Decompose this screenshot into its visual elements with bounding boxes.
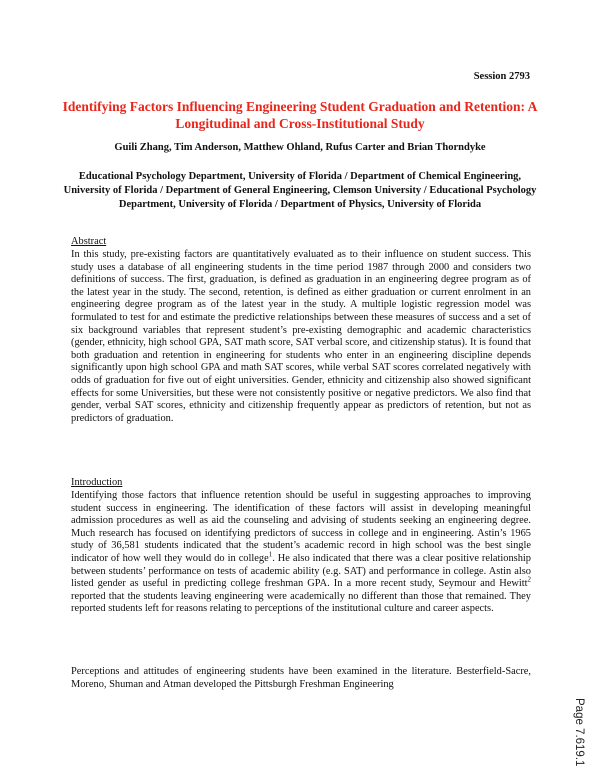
intro-text-part-3: reported that the students leaving engineering were academically no different than those that remained. They reported students left for reasons relating to perceptions of the institutional culture and career aspects.	[71, 590, 531, 615]
introduction-heading: Introduction	[71, 477, 123, 488]
reference-1: 1	[268, 550, 273, 559]
page-number: Page 7.619.1	[573, 698, 585, 767]
perceptions-paragraph: Perceptions and attitudes of engineering students have been examined in the literature. Besterfield-Sacre, Moreno, Shuman and Atman developed the Pittsburgh Freshman Engineering	[71, 666, 531, 690]
session-number: Session 2793	[473, 71, 530, 82]
introduction-text	[71, 490, 531, 616]
reference-2: 2	[527, 575, 531, 584]
intro-text-part-2: . He also indicated that there was a clear positive relationship between students’ performance on tests of academic ability (e.g. SAT) and performance in college. Astin also listed gender as useful in predicting college freshman GPA. In a more recent study, Seymour and Hewitt	[71, 552, 531, 590]
abstract-heading: Abstract	[71, 236, 107, 247]
abstract-text: In this study, pre-existing factors are quantitatively evaluated as to their influence on student success. This study uses a database of all engineering students in the time period 1987 through 2000 and considers two definitions of success. The first, graduation, is defined as graduation in an engineering degree program as of the latest year in the study. The second, retention, is defined as either graduation or current enrolment in an engineering degree program as of the latest year in the study. A multiple logistic regression model was formulated to test for and estimate the predictive relationships between these measures of success and a set of six background variables that represent student’s pre-existing demographic and academic characteristics (gender, ethnicity, high school GPA, SAT math score, SAT verbal score, and citizenship status). It is found that both graduation and retention in engineering for students who enter in an engineering discipline depends significantly upon high school GPA and math SAT scores, while verbal SAT scores correlated negatively with odds of graduation for five out of eight universities. Gender, ethnicity and citizenship also showed significant effects for some Universities, but these were not consistently positive or negative predictors. We also find that gender, verbal SAT scores, ethnicity and citizenship frequently appear as predictors of retention, but not as predictors of graduation.	[71, 249, 531, 424]
author-list: Guili Zhang, Tim Anderson, Matthew Ohland, Rufus Carter and Brian Thorndyke	[114, 142, 486, 153]
author-affiliations: Educational Psychology Department, University of Florida / Department of Chemical Engineering, University of Florida / Department of General Engineering, Clemson University / Educational Psychology Department, University of Florida / Department of Physics, University of Florida	[63, 171, 537, 211]
paper-title: Identifying Factors Influencing Engineering Student Graduation and Retention: A Longitudinal and Cross-Institutional Study	[62, 99, 538, 131]
intro-text-part-1: Identifying those factors that influence retention should be useful in suggesting approaches to improving student success in engineering. The identification of these factors will assist in developing meaningful admission procedures as well as aid the counseling and advising of students seeking an engineering degree. Much research has focused on identifying predictors of success in college and in engineering. Astin’s 1965 study of 36,581 students indicated that the student’s academic record in high school was the best single indicator of how well they would do in college	[71, 490, 531, 564]
